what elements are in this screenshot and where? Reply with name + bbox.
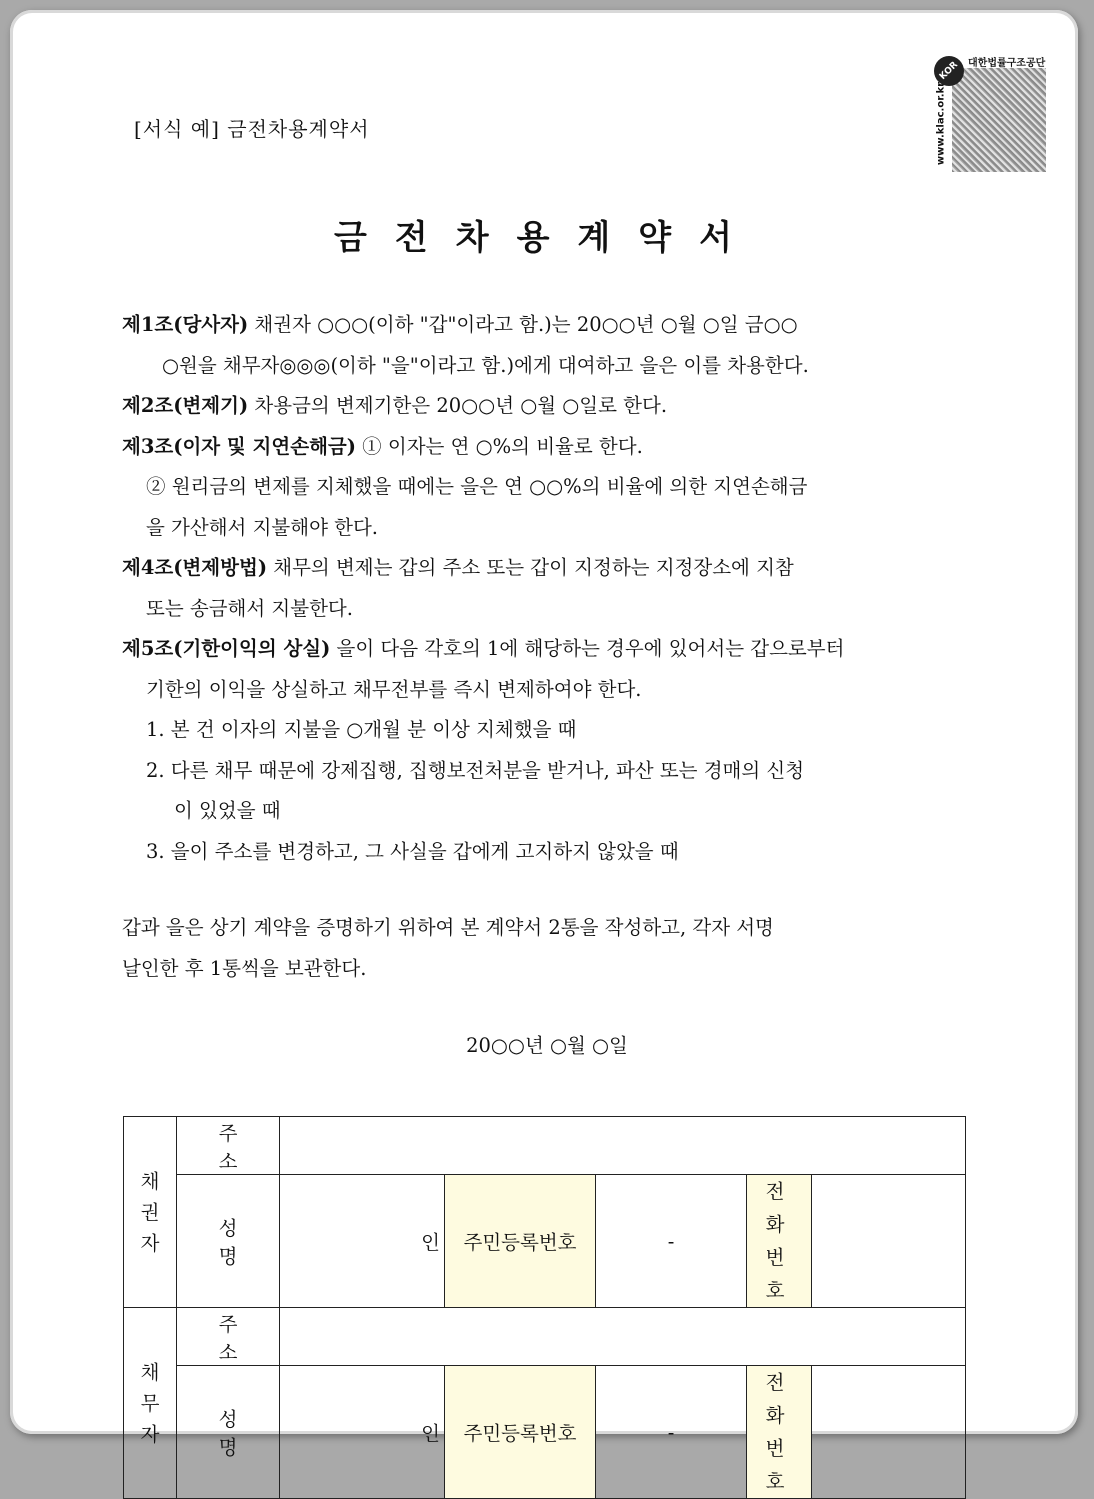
contract-body — [122, 305, 968, 872]
article-3-clause-2: ② 원리금의 변제를 지체했을 때에는 을은 연 ○○%의 비율에 의한 지연손해금 — [146, 475, 808, 498]
creditor-label-text: 채권자 — [140, 1169, 160, 1255]
article-4-heading: 제4조(변제방법) — [122, 556, 268, 579]
creditor-rrn-field[interactable]: - — [596, 1175, 747, 1308]
debtor-name-label: 성 명 — [177, 1366, 280, 1499]
article-3-heading: 제3조(이자 및 지연손해금) — [122, 434, 356, 458]
contract-date: 20○○년 ○월 ○일 — [466, 1034, 628, 1057]
article-3 — [122, 427, 968, 468]
closing-line-2: 날인한 후 1통씩을 보관한다. — [122, 956, 367, 980]
closing-line-1: 갑과 을은 상기 계약을 증명하기 위하여 본 계약서 2통을 작성하고, 각자 서명 — [122, 916, 774, 939]
signature-table — [123, 1116, 966, 1499]
debtor-seal-mark: 인 — [421, 1422, 440, 1445]
creditor-phone-label-text: 전화번호 — [765, 1180, 793, 1302]
org-name: 대한법률구조공단 — [968, 58, 1046, 69]
qr-code-icon — [952, 68, 1046, 172]
article-1-text: 채권자 ○○○(이하 "갑"이라고 함.)는 20○○년 ○월 ○일 금○○ — [248, 313, 798, 336]
article-2 — [122, 386, 968, 427]
debtor-label — [124, 1308, 177, 1499]
form-label: [서식 예] 금전차용계약서 — [134, 117, 370, 141]
article-2-text: 차용금의 변제기한은 20○○년 ○월 ○일로 한다. — [248, 394, 668, 417]
debtor-address-label: 주 소 — [177, 1308, 280, 1366]
document-title: 금전차용계약서 — [334, 218, 760, 258]
article-1-heading: 제1조(당사자) — [122, 313, 249, 336]
debtor-rrn-label: 주민등록번호 — [445, 1366, 596, 1499]
org-url: www.klac.or.kr — [935, 81, 947, 166]
closing-statement — [122, 908, 968, 989]
creditor-rrn-label: 주민등록번호 — [445, 1175, 596, 1308]
article-1-continued: ○원을 채무자◎◎◎(이하 "을"이라고 함.)에게 대여하고 을은 이를 차용한다. — [162, 353, 809, 377]
debtor-phone-label-text: 전화번호 — [765, 1371, 793, 1493]
creditor-address-field[interactable] — [280, 1117, 966, 1175]
article-5-continued: 기한의 이익을 상실하고 채무전부를 즉시 변제하여야 한다. — [146, 677, 642, 701]
article-1 — [122, 305, 968, 346]
creditor-phone-label — [747, 1175, 812, 1308]
article-5-item-2: 2. 다른 채무 때문에 강제집행, 집행보전처분을 받거나, 파산 또는 경매의 신청 — [146, 758, 805, 782]
article-4-continued: 또는 송금해서 지불한다. — [146, 596, 353, 620]
debtor-rrn-field[interactable]: - — [596, 1366, 747, 1499]
creditor-address-label: 주 소 — [177, 1117, 280, 1175]
debtor-label-text: 채무자 — [140, 1360, 160, 1446]
debtor-phone-label — [747, 1366, 812, 1499]
article-4-text: 채무의 변제는 갑의 주소 또는 갑이 지정하는 지정장소에 지참 — [267, 556, 794, 579]
creditor-label — [124, 1117, 177, 1308]
creditor-seal-mark: 인 — [421, 1231, 440, 1254]
debtor-phone-field[interactable] — [812, 1366, 966, 1499]
article-5-item-1: 1. 본 건 이자의 지불을 ○개월 분 이상 지체했을 때 — [146, 718, 577, 741]
kor-badge-icon: KOR — [928, 50, 970, 92]
article-5-text: 을이 다음 각호의 1에 해당하는 경우에 있어서는 갑으로부터 — [330, 637, 845, 660]
article-2-heading: 제2조(변제기) — [122, 394, 249, 417]
org-qr-stamp — [932, 54, 1046, 172]
article-3-text: ① 이자는 연 ○%의 비율로 한다. — [355, 434, 643, 458]
article-4 — [122, 548, 968, 589]
article-3-clause-2-continued: 을 가산해서 지불해야 한다. — [146, 515, 379, 539]
article-5 — [122, 629, 968, 670]
creditor-name-label: 성 명 — [177, 1175, 280, 1308]
article-5-heading: 제5조(기한이익의 상실) — [122, 637, 331, 660]
creditor-name-field[interactable] — [280, 1175, 445, 1308]
debtor-address-field[interactable] — [280, 1308, 966, 1366]
debtor-name-field[interactable] — [280, 1366, 445, 1499]
article-5-item-3: 3. 을이 주소를 변경하고, 그 사실을 갑에게 고지하지 않았을 때 — [146, 839, 679, 863]
creditor-phone-field[interactable] — [812, 1175, 966, 1308]
article-5-item-2-continued: 이 있었을 때 — [174, 799, 281, 822]
